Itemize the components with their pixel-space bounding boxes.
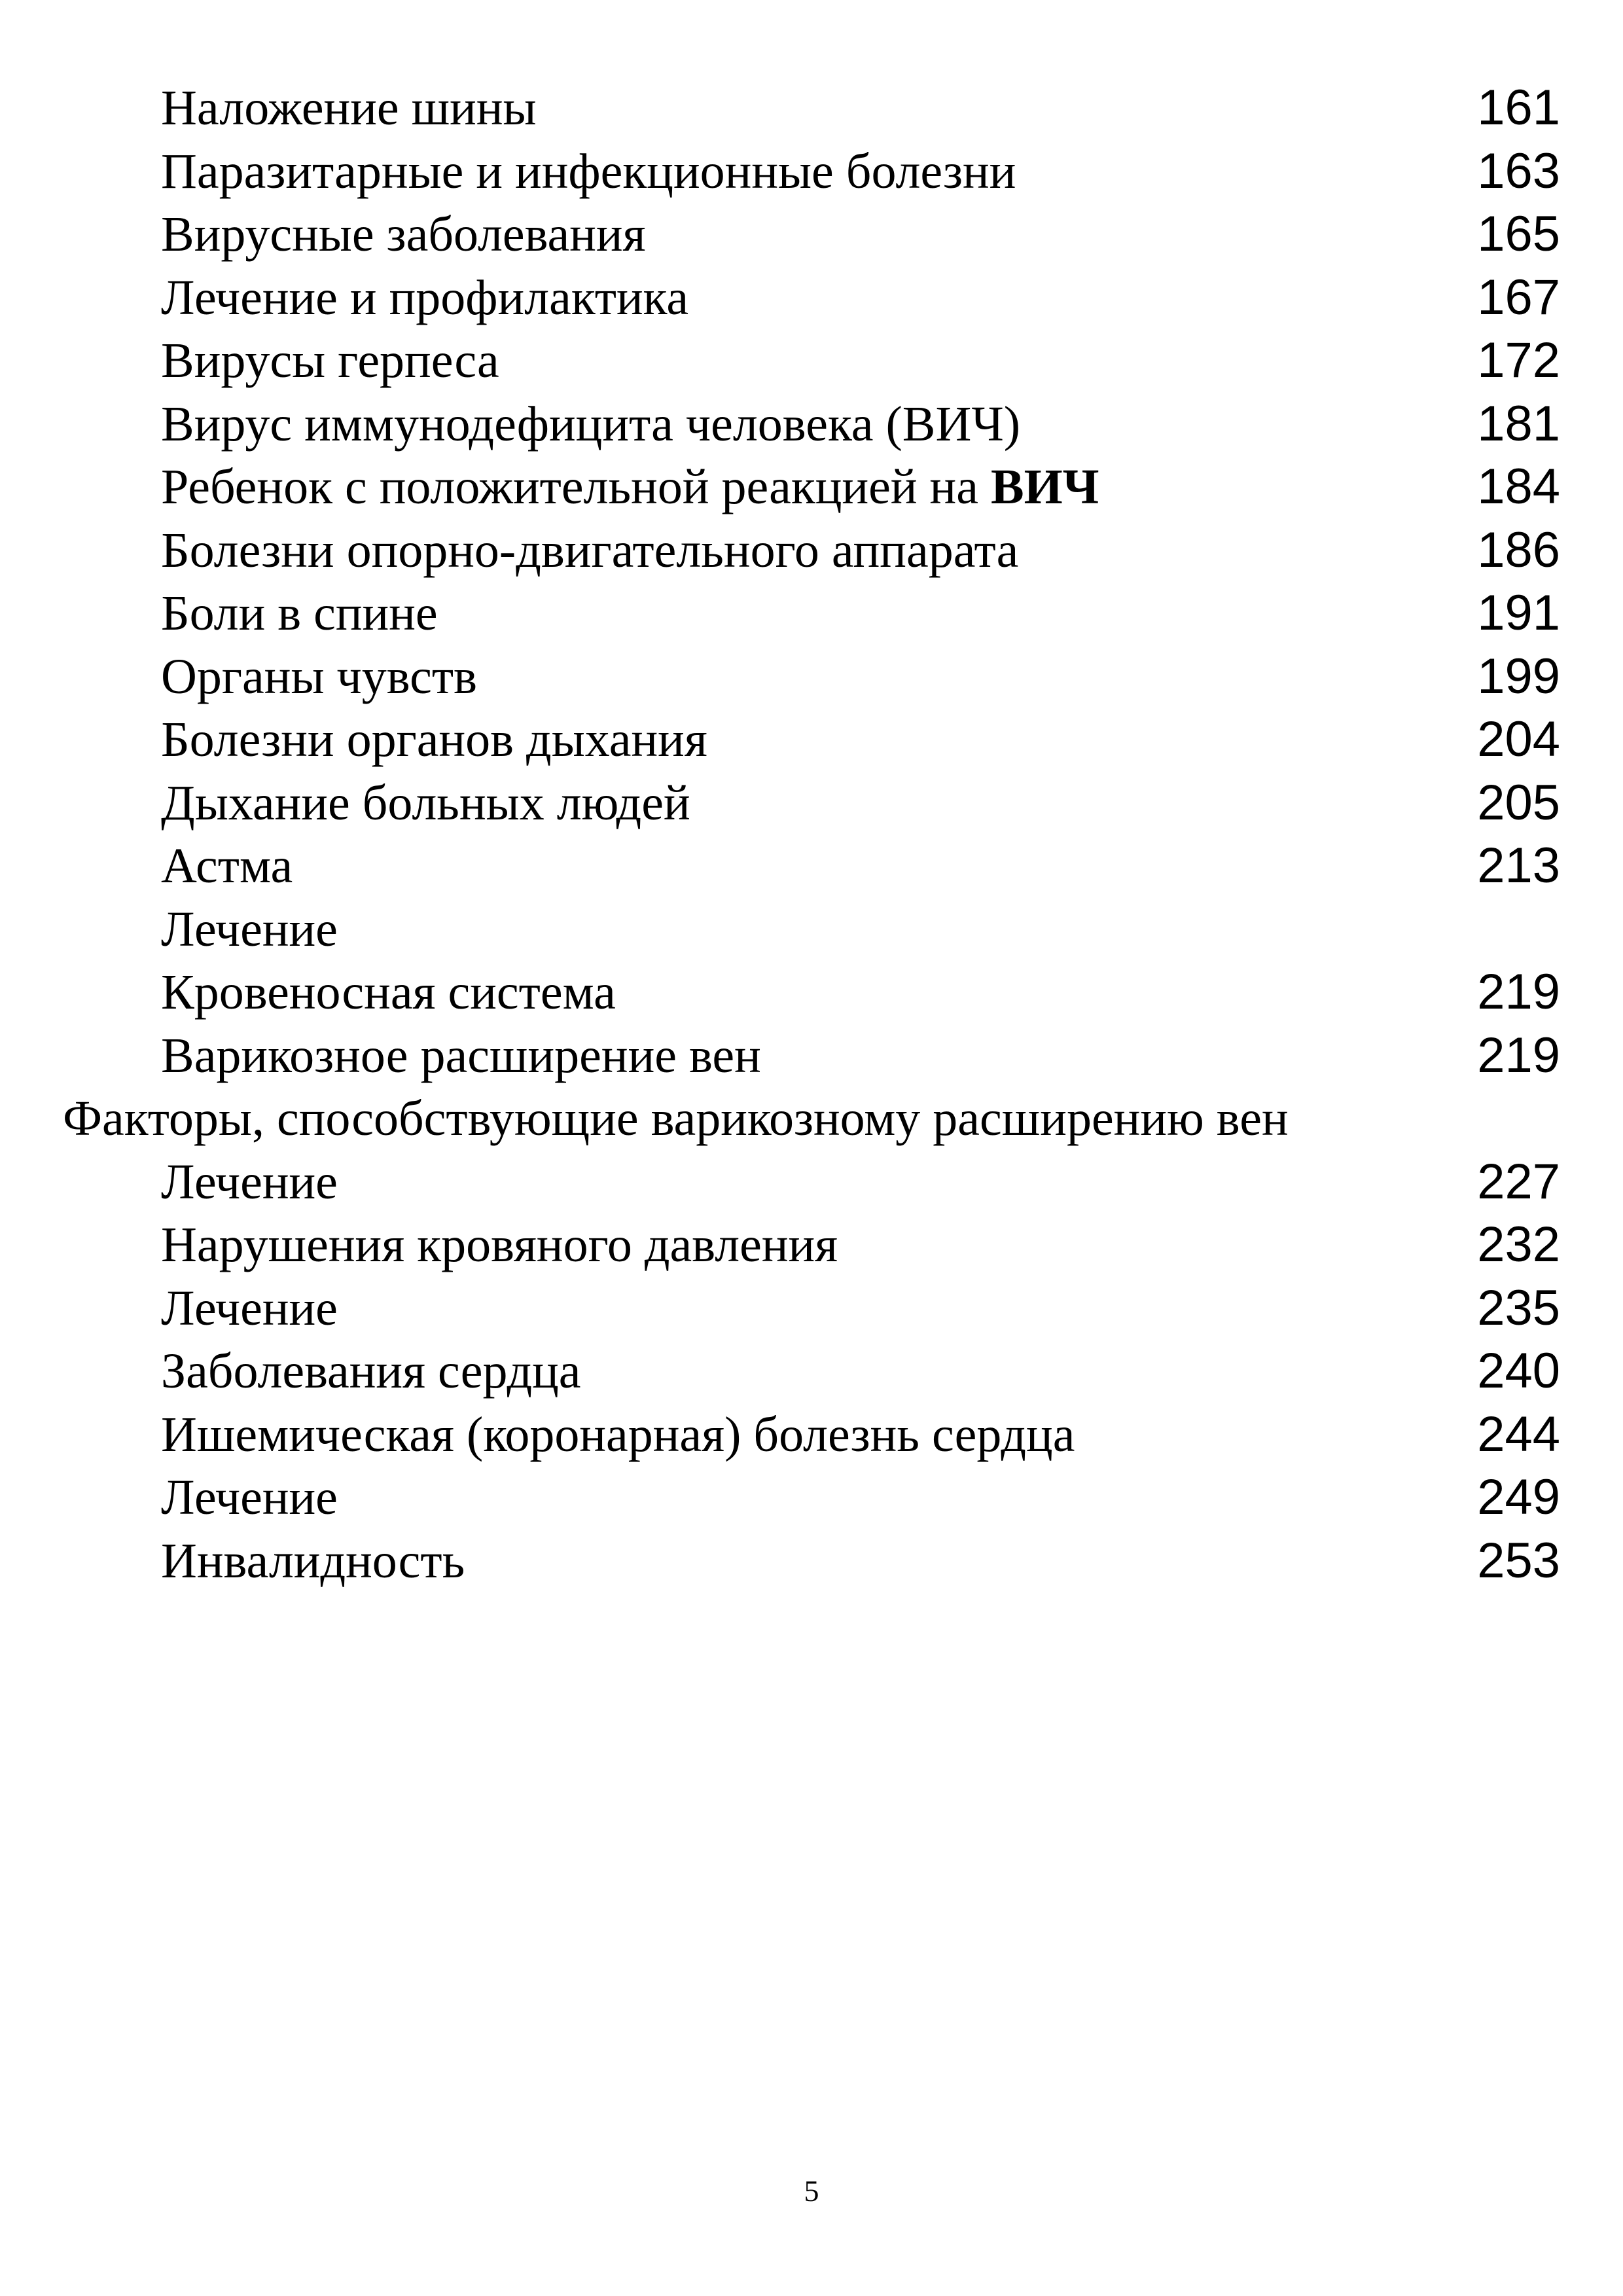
toc-entry [0, 1403, 1623, 1467]
toc-entry-title: Лечение [161, 901, 338, 957]
toc-entry [0, 1087, 1623, 1151]
toc-entry-page: 186 [1477, 522, 1560, 578]
toc-entry-page: 204 [1477, 711, 1560, 767]
toc-entry-title: Кровеносная система [161, 965, 616, 1020]
toc-entry [0, 961, 1623, 1024]
toc-entry-page: 172 [1477, 332, 1560, 388]
toc-entry-title: Паразитарные и инфекционные болезни [161, 143, 1016, 199]
toc-entry [0, 266, 1623, 330]
toc-entry-title: Лечение [161, 1470, 338, 1525]
toc-entry-page: 249 [1477, 1469, 1560, 1525]
toc-entry-title-bold: ВИЧ [990, 459, 1099, 514]
toc-entry-page: 161 [1477, 80, 1560, 135]
toc-entry-title: Нарушения кровяного давления [161, 1217, 838, 1272]
toc-entry-title: Лечение [161, 1280, 338, 1336]
toc-entry-page: 167 [1477, 269, 1560, 325]
toc-entry-page: 213 [1477, 838, 1560, 893]
toc-entry-page: 219 [1477, 1027, 1560, 1083]
toc-entry-title: Лечение [161, 1154, 338, 1210]
toc-entry-page: 165 [1477, 206, 1560, 262]
toc-entry-title: Вирусы герпеса [161, 333, 499, 388]
toc-entry-title: Ишемическая (коронарная) болезнь сердца [161, 1407, 1075, 1462]
toc-entry [0, 456, 1623, 519]
toc-entry-title: Лечение и профилактика [161, 270, 689, 325]
toc-entry-title: Вирус иммунодефицита человека (ВИЧ) [161, 396, 1021, 452]
toc-entry-page: 163 [1477, 143, 1560, 199]
toc-entry [0, 834, 1623, 898]
toc-entry-page: 232 [1477, 1217, 1560, 1272]
toc-entry [0, 898, 1623, 961]
toc-entry [0, 1466, 1623, 1530]
toc-entry [0, 1213, 1623, 1277]
toc-entry-title-regular: Ребенок с положительной реакцией на [161, 459, 991, 514]
toc-entry-title: Астма [161, 838, 293, 893]
toc-entry-page: 181 [1477, 395, 1560, 452]
toc-entry-title: Заболевания сердца [161, 1344, 581, 1399]
toc-entry [0, 1277, 1623, 1340]
toc-entry-title: Болезни органов дыхания [161, 712, 707, 767]
toc-entry [0, 1340, 1623, 1403]
toc-entry-page: 253 [1477, 1532, 1560, 1588]
toc-entry [0, 519, 1623, 583]
toc-entry-page: 227 [1477, 1153, 1560, 1210]
toc-entry [0, 329, 1623, 393]
toc-entry-title: Боли в спине [161, 586, 438, 641]
toc-entry-title: Органы чувств [161, 649, 478, 704]
toc-entry [0, 772, 1623, 835]
toc-entry [0, 645, 1623, 709]
toc-entry [0, 393, 1623, 456]
toc-entry-title: Вирусные заболевания [161, 207, 646, 262]
toc-entry-title: Дыхание больных людей [161, 775, 690, 831]
toc-entry-title: Наложение шины [161, 81, 537, 135]
toc-entry-title: Болезни опорно-двигательного аппарата [161, 522, 1019, 578]
toc-entry [0, 1530, 1623, 1593]
toc-entry-page: 205 [1477, 774, 1560, 831]
page-number: 5 [804, 2174, 819, 2208]
toc-entry-page: 199 [1477, 648, 1560, 704]
toc-entry-title: Инвалидность [161, 1533, 465, 1588]
toc-entry-page: 244 [1477, 1406, 1560, 1462]
toc-entry-title: Варикозное расширение вен [161, 1028, 761, 1083]
toc-entry-title: Факторы, способствующие варикозному расширению вен [63, 1091, 1289, 1146]
toc-entry [0, 582, 1623, 645]
toc-entry [0, 1151, 1623, 1214]
toc-entry-page: 184 [1477, 459, 1560, 514]
toc-entry-page: 191 [1477, 585, 1560, 641]
toc-entry-page: 219 [1477, 964, 1560, 1020]
toc-entry [0, 708, 1623, 772]
toc-entry [0, 1024, 1623, 1088]
toc-entry [0, 203, 1623, 266]
toc-entry-page: 240 [1477, 1343, 1560, 1399]
toc-entry [0, 140, 1623, 204]
toc-entry-page: 235 [1477, 1280, 1560, 1336]
toc-entry [0, 77, 1623, 140]
toc-entry-title [161, 456, 1099, 518]
table-of-contents [0, 77, 1623, 1592]
